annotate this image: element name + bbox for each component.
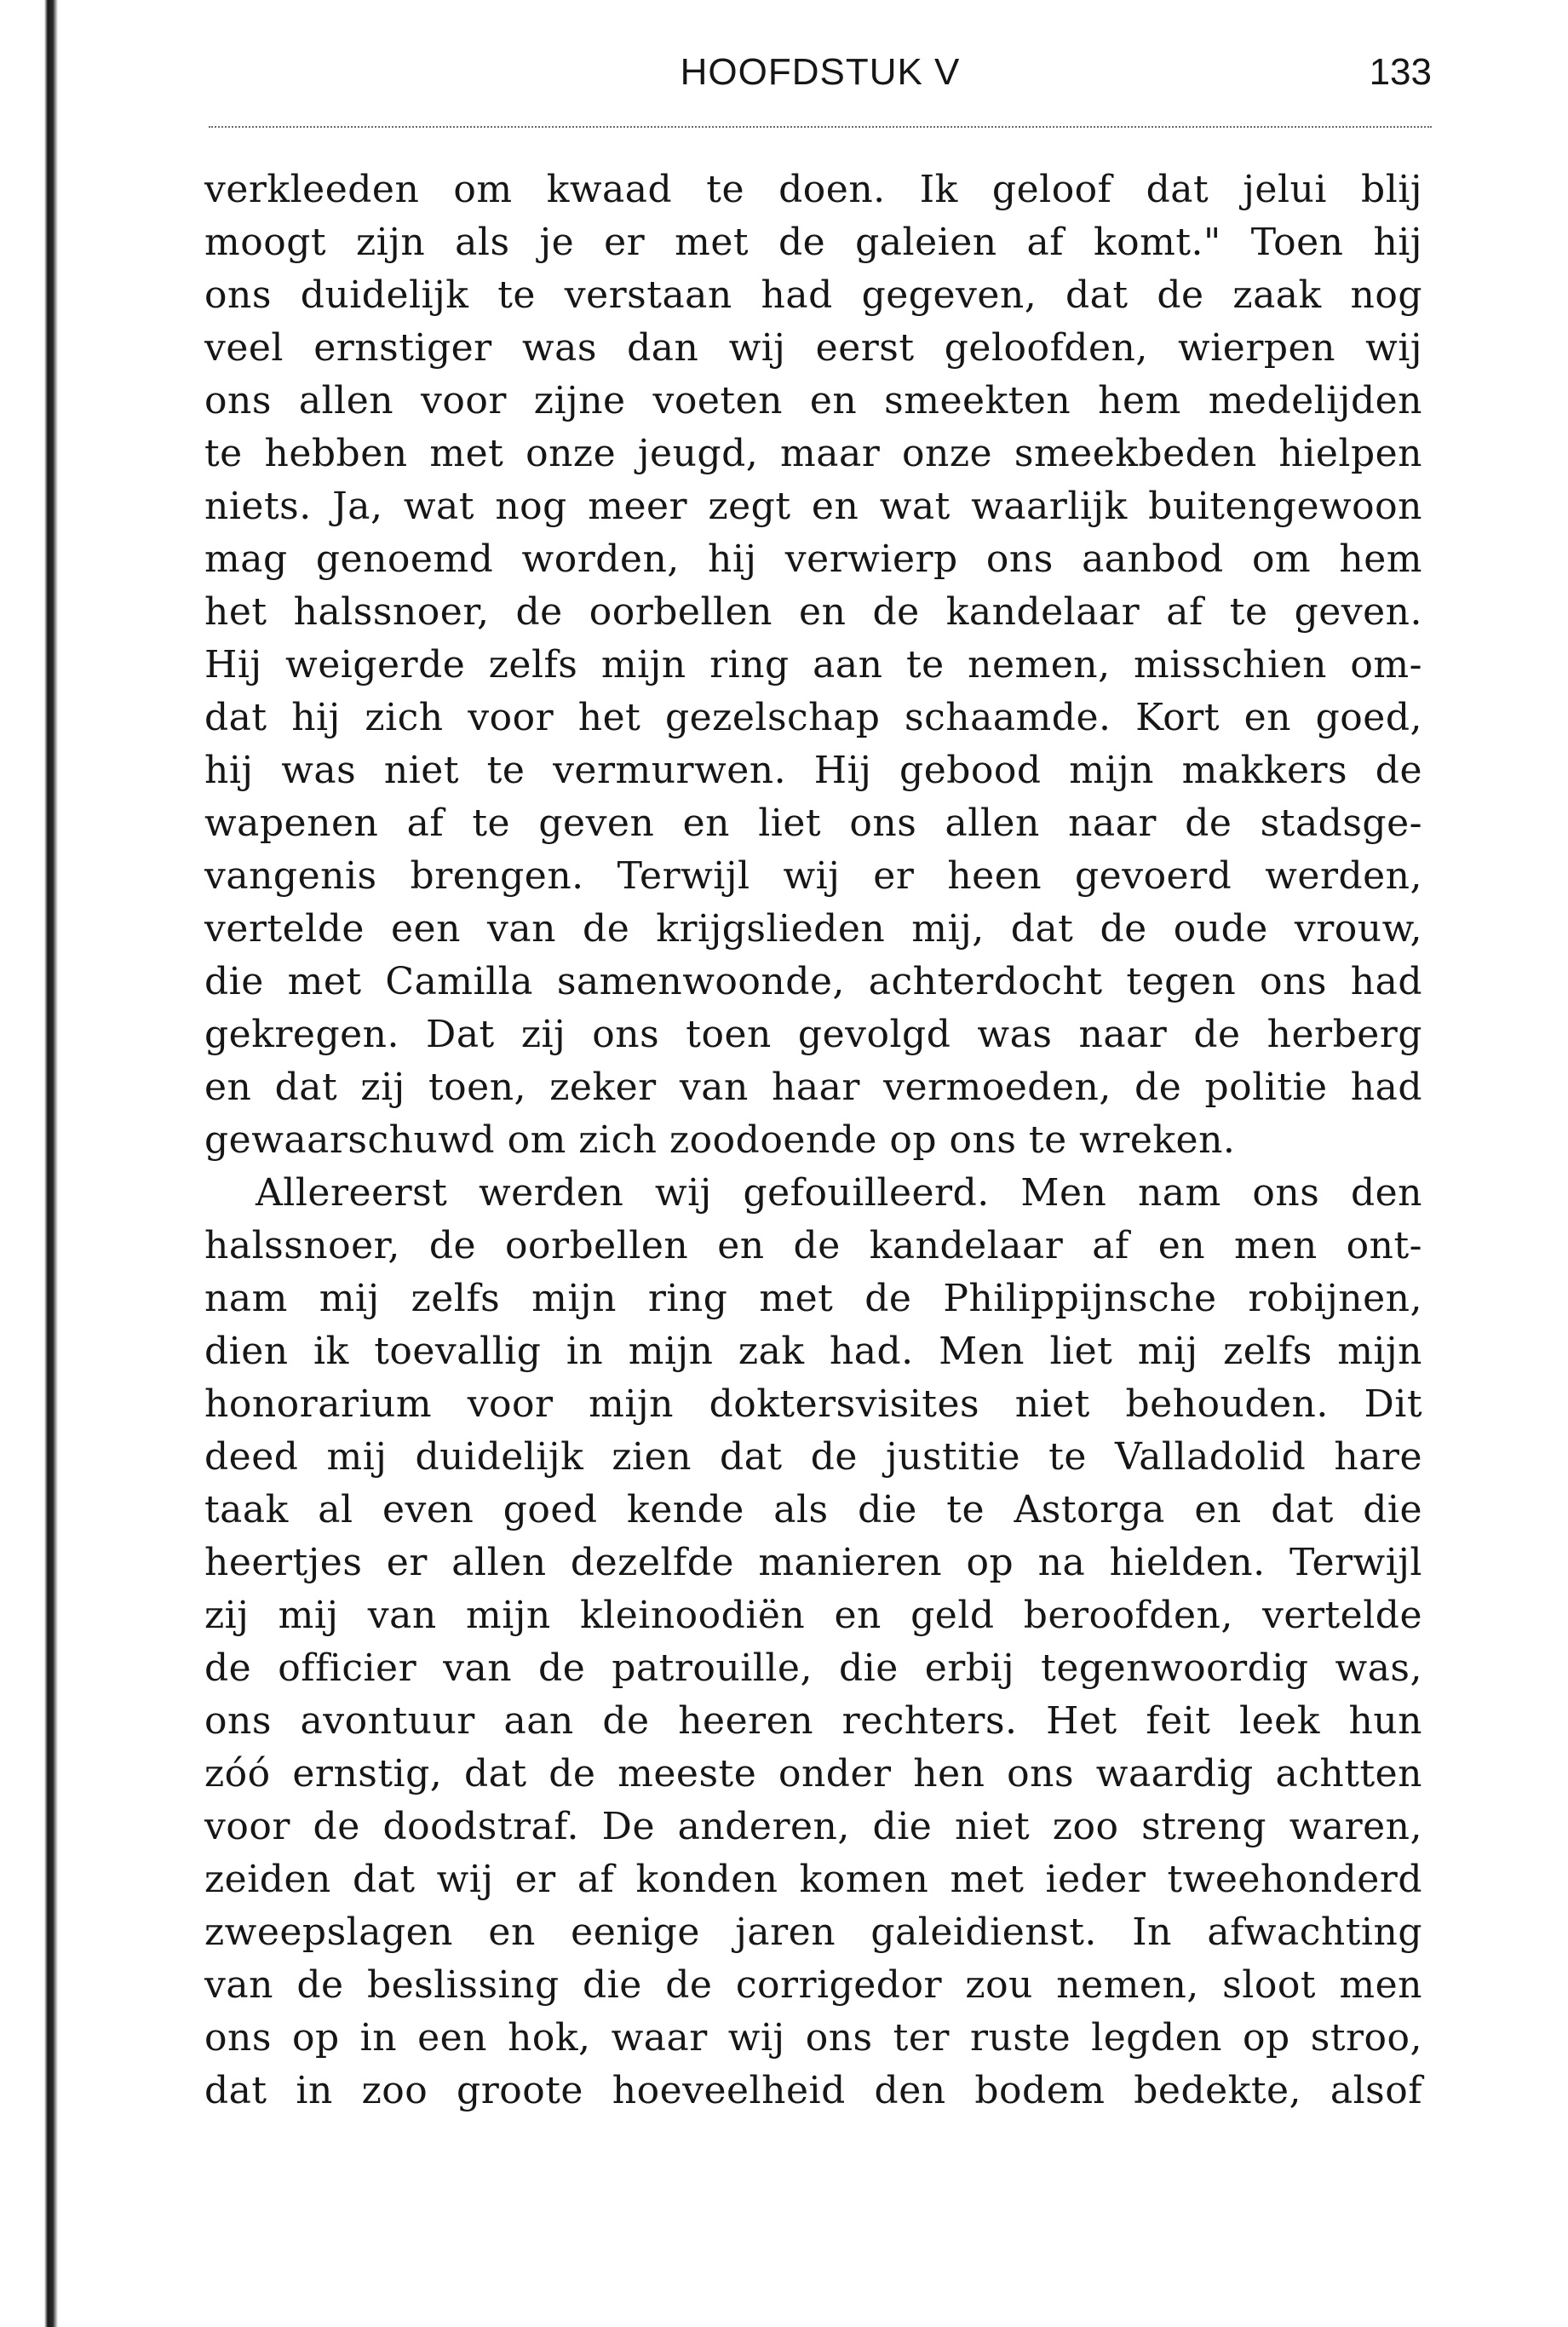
text-line: mag genoemd worden, hij verwierp ons aanbod om hem bbox=[204, 537, 1422, 581]
text-line: ons avontuur aan de heeren rechters. Het feit leek hun bbox=[204, 1699, 1422, 1743]
text-line: Allereerst werden wij gefouilleerd. Men nam ons den bbox=[256, 1171, 1422, 1215]
text-line: nam mij zelfs mijn ring met de Philippijnsche robijnen, bbox=[204, 1277, 1422, 1320]
text-line: dat hij zich voor het gezelschap schaamde. Kort en goed, bbox=[204, 696, 1422, 739]
text-line: wapenen af te geven en liet ons allen naar de stadsge- bbox=[204, 802, 1422, 845]
text-line: moogt zijn als je er met de galeien af komt." Toen hij bbox=[204, 221, 1422, 264]
text-line: te hebben met onze jeugd, maar onze smeekbeden hielpen bbox=[204, 432, 1422, 475]
text-line: vertelde een van de krijgslieden mij, dat de oude vrouw, bbox=[204, 907, 1422, 951]
text-line: heertjes er allen dezelfde manieren op na hielden. Terwijl bbox=[204, 1541, 1422, 1584]
page-binding-edge bbox=[0, 0, 60, 2327]
body-text bbox=[204, 164, 1422, 2117]
text-line: zeiden dat wij er af konden komen met ieder tweehonderd bbox=[204, 1858, 1422, 1901]
text-line: verkleeden om kwaad te doen. Ik geloof dat jelui blij bbox=[204, 168, 1422, 211]
text-line: taak al even goed kende als die te Astorga en dat die bbox=[204, 1488, 1422, 1531]
text-line: het halssnoer, de oorbellen en de kandelaar af te geven. bbox=[204, 590, 1422, 634]
text-line: de officier van de patrouille, die erbij tegenwoordig was, bbox=[204, 1646, 1422, 1690]
text-line: veel ernstiger was dan wij eerst geloofden, wierpen wij bbox=[204, 326, 1422, 370]
text-line: hij was niet te vermurwen. Hij gebood mijn makkers de bbox=[204, 749, 1422, 792]
text-line: deed mij duidelijk zien dat de justitie te Valladolid hare bbox=[204, 1435, 1422, 1479]
header-divider bbox=[209, 126, 1432, 128]
text-line: honorarium voor mijn doktersvisites niet behouden. Dit bbox=[204, 1382, 1422, 1426]
text-line: ons op in een hok, waar wij ons ter ruste legden op stroo, bbox=[204, 2016, 1422, 2060]
text-line: gekregen. Dat zij ons toen gevolgd was naar de herberg bbox=[204, 1013, 1422, 1056]
text-line: die met Camilla samenwoonde, achterdocht tegen ons had bbox=[204, 960, 1422, 1003]
text-line: gewaarschuwd om zich zoodoende op ons te wreken. bbox=[204, 1118, 1236, 1162]
text-line: voor de doodstraf. De anderen, die niet zoo streng waren, bbox=[204, 1805, 1422, 1848]
text-line: ons allen voor zijne voeten en smeekten hem medelijden bbox=[204, 379, 1422, 422]
text-line: zij mij van mijn kleinoodiën en geld beroofden, vertelde bbox=[204, 1594, 1422, 1637]
text-line: van de beslissing die de corrigedor zou nemen, sloot men bbox=[204, 1963, 1422, 2007]
text-line: halssnoer, de oorbellen en de kandelaar af en men ont- bbox=[204, 1224, 1422, 1267]
text-line: niets. Ja, wat nog meer zegt en wat waarlijk buitengewoon bbox=[204, 485, 1422, 528]
text-line: dat in zoo groote hoeveelheid den bodem bedekte, alsof bbox=[204, 2069, 1422, 2112]
page-header bbox=[209, 51, 1432, 111]
text-line: dien ik toevallig in mijn zak had. Men liet mij zelfs mijn bbox=[204, 1330, 1422, 1373]
text-line: zweepslagen en eenige jaren galeidienst. In afwachting bbox=[204, 1910, 1422, 1954]
text-line: ons duidelijk te verstaan had gegeven, dat de zaak nog bbox=[204, 273, 1422, 317]
running-title: HOOFDSTUK V bbox=[680, 51, 961, 93]
text-line: vangenis brengen. Terwijl wij er heen gevoerd werden, bbox=[204, 854, 1422, 898]
text-line: Hij weigerde zelfs mijn ring aan te nemen, misschien om- bbox=[204, 643, 1422, 687]
text-line: zóó ernstig, dat de meeste onder hen ons waardig achtten bbox=[204, 1752, 1422, 1796]
text-line: en dat zij toen, zeker van haar vermoeden, de politie had bbox=[204, 1066, 1422, 1109]
page-number: 133 bbox=[1369, 51, 1432, 93]
